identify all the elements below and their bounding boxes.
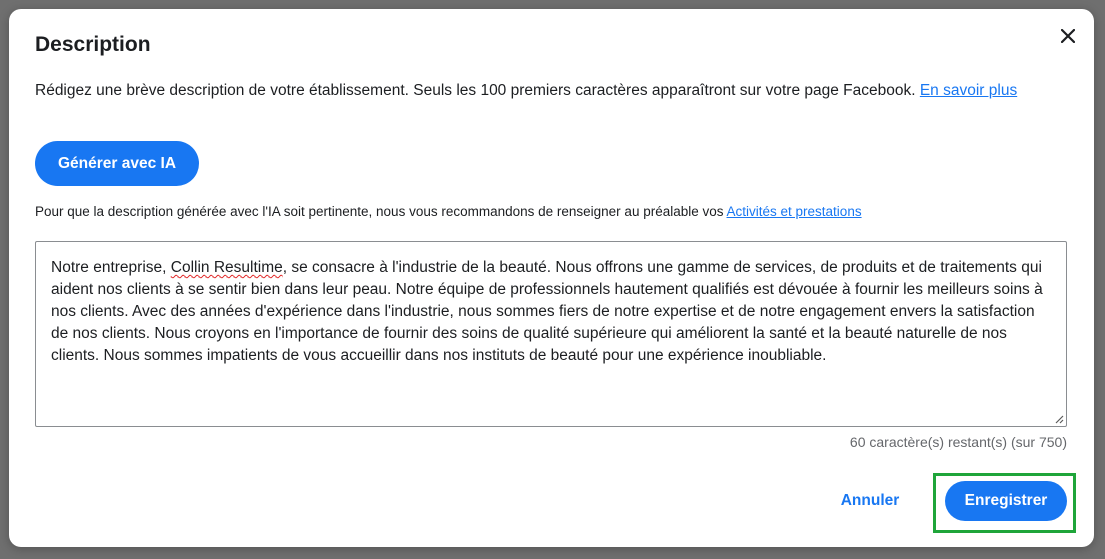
save-button[interactable]: Enregistrer — [945, 481, 1067, 521]
description-textarea[interactable] — [35, 241, 1067, 427]
description-text-rest: , se consacre à l'industrie de la beauté. Nous offrons une gamme de services, de produits et de traitements qui aident nos clients à se sentir bien dans leur peau. Notre équipe de professionnels hautement qualifiés est dévouée à fournir les meilleurs soins à nos clients. Avec des années d'expérience dans l'industrie, nous sommes fiers de notre expertise et de notre engagement envers la satisfaction de nos clients. Nous croyons en l'importance de fournir des soins de qualité supérieure qui améliorent la santé et la beauté naturelle de nos clients. Nous sommes impatients de vous accueillir dans nos instituts de beauté pour une expérience inoubliable. — [51, 259, 1043, 364]
close-icon[interactable] — [1061, 29, 1075, 43]
business-name-misspelled: Collin Resultime — [170, 259, 283, 276]
intro-text — [35, 80, 1045, 102]
char-counter: 60 caractère(s) restant(s) (sur 750) — [849, 434, 1067, 450]
ai-hint-text — [35, 204, 862, 219]
ai-hint-body: Pour que la description générée avec l'IA soit pertinente, nous vous recommandons de renseigner au préalable vos — [35, 204, 727, 219]
intro-text-body: Rédigez une brève description de votre établissement. Seuls les 100 premiers caractères apparaîtront sur votre page Facebook. — [35, 82, 920, 99]
dialog-title: Description — [35, 33, 151, 56]
learn-more-link[interactable]: En savoir plus — [919, 82, 1018, 99]
description-text-start: Notre entreprise, — [51, 259, 171, 276]
cancel-button[interactable]: Annuler — [829, 484, 911, 518]
resize-handle-icon[interactable] — [1054, 414, 1064, 424]
close-button[interactable] — [1056, 24, 1080, 48]
activities-link[interactable]: Activités et prestations — [726, 204, 862, 219]
description-dialog — [9, 9, 1094, 547]
generate-ai-button[interactable]: Générer avec IA — [35, 141, 199, 186]
